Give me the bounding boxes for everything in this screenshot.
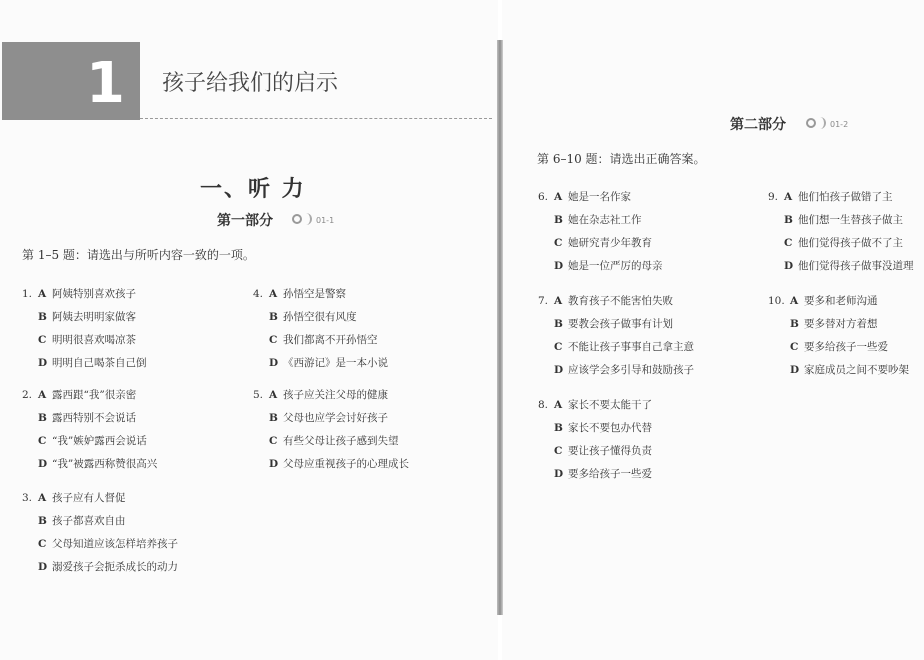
chapter-title: 孩子给我们的启示	[162, 71, 339, 96]
option-text: 要多替对方着想	[804, 318, 878, 330]
option-text: 他们觉得孩子做事没道理	[798, 260, 914, 272]
question-4	[253, 283, 453, 375]
option-letter: A	[554, 191, 563, 203]
option-row	[22, 283, 222, 306]
option-row	[22, 533, 222, 556]
option-text: 孩子应关注父母的健康	[283, 389, 388, 401]
option-row	[768, 290, 924, 313]
question-number: 10.	[768, 295, 785, 307]
option-text: 孙悟空很有风度	[283, 311, 357, 323]
option-text: 要多给孩子一些爱	[568, 468, 652, 480]
option-row	[538, 394, 738, 417]
question-number: 1.	[22, 288, 33, 300]
option-text: 他们想一生替孩子做主	[798, 214, 903, 226]
question-1	[22, 283, 222, 375]
question-7	[538, 290, 738, 382]
option-text: 她研究青少年教育	[568, 237, 652, 249]
section-title: 一、听 力	[200, 176, 306, 202]
question-number: 9.	[768, 191, 779, 203]
part2-track-number: 01-2	[830, 120, 849, 129]
option-letter: A	[38, 389, 47, 401]
question-number: 3.	[22, 492, 33, 504]
question-number: 6.	[538, 191, 549, 203]
option-text: “我”嫉妒露西会说话	[52, 435, 147, 447]
option-letter: C	[38, 334, 47, 346]
question-6	[538, 186, 738, 278]
option-letter: D	[554, 364, 564, 376]
option-row	[253, 453, 453, 476]
option-text: 家庭成员之间不要吵架	[804, 364, 909, 376]
option-text: 孩子应有人督促	[52, 492, 126, 504]
part2-instruction: 第 6–10 题：请选出正确答案。	[537, 152, 706, 166]
option-row	[22, 352, 222, 375]
option-letter: B	[554, 318, 563, 330]
option-letter: D	[269, 458, 279, 470]
option-letter: C	[554, 341, 563, 353]
option-letter: D	[38, 458, 48, 470]
option-row	[538, 232, 738, 255]
option-text: 他们觉得孩子做不了主	[798, 237, 903, 249]
option-text: 《西游记》是一本小说	[283, 357, 388, 369]
option-row	[538, 255, 738, 278]
option-row	[253, 283, 453, 306]
option-row	[538, 336, 738, 359]
option-row	[253, 384, 453, 407]
option-letter: D	[554, 468, 564, 480]
option-letter: D	[790, 364, 800, 376]
option-letter: B	[38, 311, 47, 323]
option-text: “我”被露西称赞很高兴	[52, 458, 158, 470]
option-row	[538, 417, 738, 440]
option-text: 应该学会多引导和鼓励孩子	[568, 364, 694, 376]
option-letter: A	[269, 288, 278, 300]
option-letter: D	[269, 357, 279, 369]
option-text: 明明自己喝茶自己倒	[52, 357, 147, 369]
option-text: 不能让孩子事事自己拿主意	[568, 341, 694, 353]
option-letter: B	[554, 214, 563, 226]
option-text: 要多和老师沟通	[804, 295, 878, 307]
option-letter: C	[38, 435, 47, 447]
option-letter: B	[784, 214, 793, 226]
option-row	[22, 329, 222, 352]
option-letter: B	[38, 515, 47, 527]
option-letter: D	[38, 561, 48, 573]
question-number: 8.	[538, 399, 549, 411]
option-row	[253, 306, 453, 329]
option-row	[768, 255, 924, 278]
option-row	[768, 232, 924, 255]
part1-track-number: 01-1	[316, 216, 335, 225]
question-5	[253, 384, 453, 476]
option-text: 教育孩子不能害怕失败	[568, 295, 673, 307]
audio-disc-icon	[292, 212, 312, 226]
option-row	[538, 359, 738, 382]
option-row	[253, 352, 453, 375]
part2-title: 第二部分	[730, 117, 786, 133]
option-text: 孩子都喜欢自由	[52, 515, 126, 527]
option-row	[22, 407, 222, 430]
option-letter: A	[554, 399, 563, 411]
option-letter: C	[38, 538, 47, 550]
option-letter: C	[784, 237, 793, 249]
option-row	[768, 359, 924, 382]
option-letter: A	[784, 191, 793, 203]
option-row	[538, 290, 738, 313]
option-row	[538, 186, 738, 209]
part1-title: 第一部分	[217, 213, 273, 229]
option-letter: A	[790, 295, 799, 307]
question-3	[22, 487, 222, 579]
option-letter: A	[269, 389, 278, 401]
option-row	[538, 313, 738, 336]
option-row	[538, 463, 738, 486]
option-text: 她是一位严厉的母亲	[568, 260, 663, 272]
option-row	[22, 510, 222, 533]
option-text: 父母知道应该怎样培养孩子	[52, 538, 178, 550]
option-row	[253, 430, 453, 453]
option-row	[768, 209, 924, 232]
option-letter: D	[784, 260, 794, 272]
option-row	[768, 186, 924, 209]
option-text: 家长不要包办代替	[568, 422, 652, 434]
option-text: 她是一名作家	[568, 191, 631, 203]
option-letter: C	[269, 334, 278, 346]
option-letter: B	[269, 311, 278, 323]
option-row	[538, 440, 738, 463]
option-text: 要多给孩子一些爱	[804, 341, 888, 353]
option-text: 溺爱孩子会扼杀成长的动力	[52, 561, 178, 573]
option-text: 家长不要太能干了	[568, 399, 652, 411]
wave-shape	[300, 213, 312, 225]
option-row	[253, 329, 453, 352]
option-text: 父母应重视孩子的心理成长	[283, 458, 409, 470]
book-spine	[497, 40, 503, 615]
option-row	[22, 430, 222, 453]
option-text: 她在杂志社工作	[568, 214, 642, 226]
question-9	[768, 186, 924, 278]
option-letter: B	[38, 412, 47, 424]
option-text: 要让孩子懂得负责	[568, 445, 652, 457]
option-text: 孙悟空是警察	[283, 288, 346, 300]
option-text: 明明很喜欢喝凉茶	[52, 334, 136, 346]
option-letter: A	[38, 288, 47, 300]
question-10	[768, 290, 924, 382]
option-row	[538, 209, 738, 232]
question-number: 5.	[253, 389, 264, 401]
option-row	[22, 384, 222, 407]
question-number: 4.	[253, 288, 264, 300]
chapter-number: 1	[86, 51, 125, 116]
question-number: 2.	[22, 389, 33, 401]
option-letter: C	[554, 445, 563, 457]
option-letter: C	[554, 237, 563, 249]
option-letter: B	[790, 318, 799, 330]
option-row	[253, 407, 453, 430]
option-letter: B	[554, 422, 563, 434]
option-letter: A	[38, 492, 47, 504]
option-text: 父母也应学会讨好孩子	[283, 412, 388, 424]
option-text: 我们都离不开孙悟空	[283, 334, 378, 346]
option-letter: D	[38, 357, 48, 369]
option-text: 露西特别不会说话	[52, 412, 136, 424]
option-row	[22, 306, 222, 329]
option-row	[768, 336, 924, 359]
part1-instruction: 第 1–5 题：请选出与所听内容一致的一项。	[22, 248, 255, 262]
question-number: 7.	[538, 295, 549, 307]
option-text: 他们怕孩子做错了主	[798, 191, 893, 203]
option-row	[22, 556, 222, 579]
option-letter: C	[269, 435, 278, 447]
header-divider	[140, 118, 492, 119]
option-row	[768, 313, 924, 336]
wave-shape	[814, 117, 826, 129]
option-text: 阿姨去明明家做客	[52, 311, 136, 323]
option-letter: B	[269, 412, 278, 424]
option-row	[22, 487, 222, 510]
option-letter: D	[554, 260, 564, 272]
option-text: 露西跟“我”很亲密	[52, 389, 137, 401]
option-letter: A	[554, 295, 563, 307]
option-letter: C	[790, 341, 799, 353]
option-text: 要教会孩子做事有计划	[568, 318, 673, 330]
option-row	[22, 453, 222, 476]
question-8	[538, 394, 738, 486]
option-text: 阿姨特别喜欢孩子	[52, 288, 136, 300]
audio-disc-icon	[806, 116, 826, 130]
question-2	[22, 384, 222, 476]
option-text: 有些父母让孩子感到失望	[283, 435, 399, 447]
